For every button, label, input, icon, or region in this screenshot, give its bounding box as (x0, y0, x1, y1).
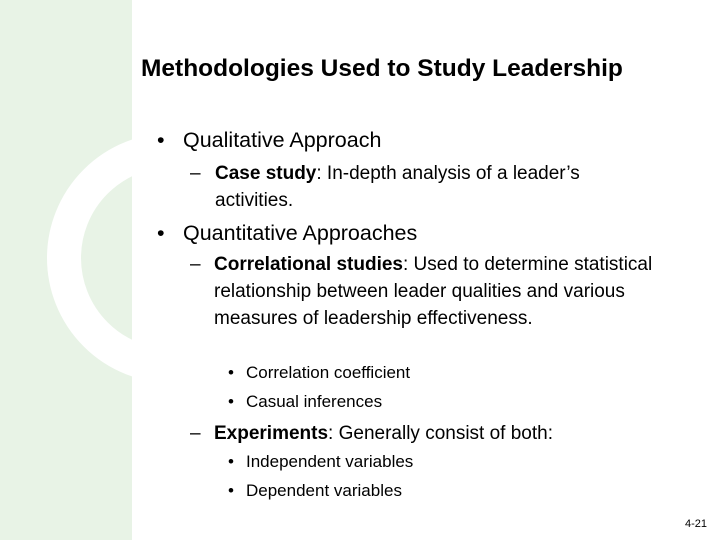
list-item-casual-inferences: • Casual inferences (228, 392, 383, 411)
bullet-label: Qualitative Approach (183, 128, 382, 152)
desc-correlational: : Used to determine statistical relationship between leader qualities and various measures of leadership effectiveness. (214, 254, 653, 329)
subbullet-correlational (190, 251, 665, 332)
page-number: 4-21 (684, 518, 707, 530)
slide-title: Methodologies Used to Study Leadership (141, 55, 623, 82)
bullet-qualitative (157, 127, 382, 153)
dash-marker: – (190, 163, 201, 184)
term-case-study: Case study (215, 163, 317, 184)
subbullet-experiments (190, 420, 665, 447)
term-experiments: Experiments (214, 423, 329, 444)
bullet-dot: • (228, 363, 234, 382)
subbullet-case-study (190, 160, 660, 214)
list-item-independent-variables: • Independent variables (228, 452, 414, 471)
bullet-dot: • (228, 452, 234, 471)
bullet-dot: • (157, 221, 165, 245)
list-item-dependent-variables: • Dependent variables (228, 481, 402, 500)
bullet-dot: • (157, 128, 165, 152)
bullet-label: Quantitative Approaches (183, 221, 418, 245)
list-item-correlation-coefficient: • Correlation coefficient (228, 363, 411, 382)
bullet-dot: • (228, 481, 234, 500)
desc-case-study: : In-depth analysis of a leader’s activities. (215, 163, 580, 211)
term-correlational: Correlational studies (214, 254, 403, 275)
dash-marker: – (190, 423, 201, 444)
dash-marker: – (190, 254, 201, 275)
bullet-quantitative (157, 220, 418, 246)
bullet-dot: • (228, 392, 234, 411)
desc-experiments: : Generally consist of both: (328, 423, 553, 444)
